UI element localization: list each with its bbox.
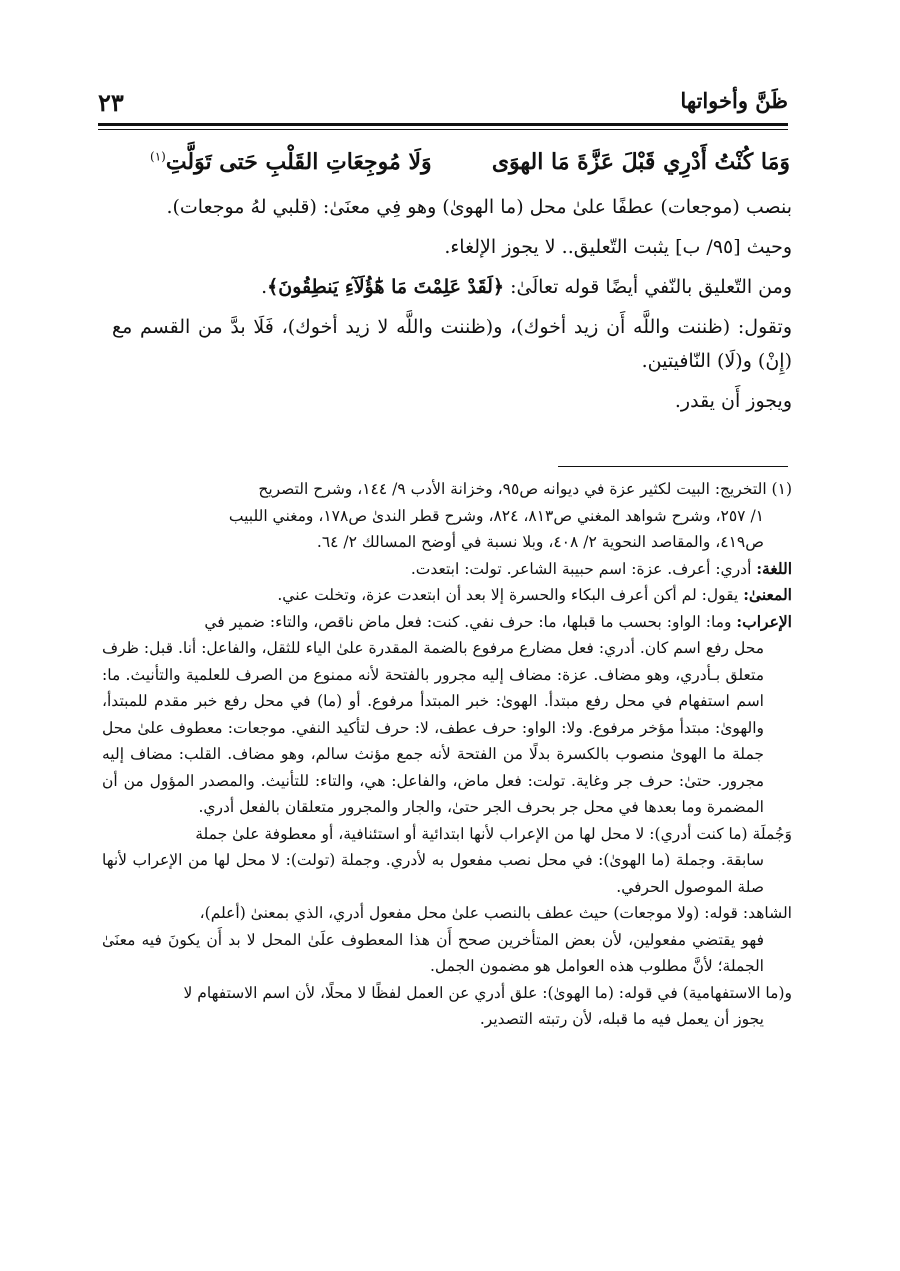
footnote-istifham: و(ما الاستفهامية) في قوله: (ما الهوىٰ): علق أدري عن العمل لفظًا لا محلًا، لأن اسم الاستفهام لا xyxy=(183,983,792,1002)
page-header xyxy=(98,82,788,122)
footnote-lugha: اللغة: أدري: أعرف. عزة: اسم حبيبة الشاعر. تولت: ابتعدت. xyxy=(410,558,792,578)
footnote-jumla-body: سابقة. وجملة (ما الهوىٰ): في محل نصب مفعول به لأدري. وجملة (تولت): لا محل لها من الإعراب لأنها صلة الموصول الحرفي. xyxy=(102,851,764,896)
footnotes xyxy=(102,476,792,1033)
paragraph-example: وتقول: (ظننت واللَّه أَن زيد أخوك)، و(ظننت واللَّه لا زيد أخوك)، فَلَا بدَّ من القسم مع (إِنْ) و(لَا) النّافيتين. xyxy=(112,316,792,372)
footnote-takhrij-2: ١/ ٢٥٧، وشرح شواهد المغني ص٨١٣، ٨٢٤، وشرح قطر الندىٰ ص١٧٨، ومغني اللبيب xyxy=(228,506,764,525)
paragraph-taqdir: ويجوز أَن يقدر. xyxy=(674,390,792,412)
footnote-takhrij-3: ص٤١٩، والمقاصد النحوية ٢/ ٤٠٨، وبلا نسبة في أوضح المسالك ٢/ ٦٤. xyxy=(316,533,764,551)
quran-verse: ﴿لَقَدْ عَلِمْتَ مَا هَٰٓؤُلَآءِ يَنطِقُونَ﴾ xyxy=(267,276,505,298)
paragraph-nasb: بنصب (موجعات) عطفًا علىٰ محل (ما الهوىٰ) وهو فِي معنَىٰ: (قلبي لهُ موجعات). xyxy=(166,196,792,218)
paragraph-talig: وحيث [٩٥/ ب] يثبت التّعليق.. لا يجوز الإلغاء. xyxy=(444,236,792,258)
running-title: ظَنَّ وأخواتها xyxy=(680,88,788,113)
footnote-istifham-body: يجوز أن يعمل فيه ما قبله، لأن رتبته التصدير. xyxy=(479,1010,764,1028)
footnote-shahid: الشاهد: قوله: (ولا موجعات) حيث عطف بالنصب علىٰ محل مفعول أدري، الذي بمعنىٰ (أعلم)، xyxy=(199,904,792,922)
footnote-shahid-body: فهو يقتضي مفعولين، لأن بعض المتأخرين صحح أَن هذا المعطوف علَىٰ المحل لا بد أَن يكونَ فيه معنَىٰ الجملة؛ لأنَّ مطلوب هذه العوامل هو مضمون الجمل. xyxy=(102,930,764,975)
footnote-irab-body: محل رفع اسم كان. أدري: فعل مضارع مرفوع بالضمة المقدرة علىٰ الياء للثقل، والفاعل: أنا. قبل: ظرف متعلق بـأدري، وهو مضاف. عزة: مضاف إليه مجرور بالفتحة لأنه ممنوع من الصرف للعلمية والتأنيث. ما: اسم استفهام في محل رفع مبتدأ. الهوىٰ: خبر المبتدأ مرفوع. أو (ما) في محل رفع خبر مقدم للمبتدأ، والهوىٰ: مبتدأ مؤخر مرفوع. ولا: الواو: حرف عطف، لا: حرف لتأكيد النفي. موجعات: معطوف علىٰ محل جملة ما الهوىٰ منصوب بالكسرة بدلًا من الفتحة لأنه جمع مؤنث سالم، وهو مضاف. القلب: مضاف إليه مجرور. حتىٰ: حرف جر وغاية. تولت: فعل ماض، والفاعل: هي، والتاء: للتأنيث. والمصدر المؤول من أن المضمرة وما بعدها في محل جر بحرف الجر حتىٰ، والجار والمجرور متعلقان بالفعل أدري. xyxy=(102,639,764,816)
footnote-irab: الإعراب: وما: الواو: بحسب ما قبلها، ما: حرف نفي. كنت: فعل ماض ناقص، والتاء: ضمير في xyxy=(204,611,792,631)
paragraph-nafy: ومن التّعليق بالنّفي أيضًا قوله تعالَىٰ: ﴿لَقَدْ عَلِمْتَ مَا هَٰٓؤُلَآءِ يَنطِقُونَ﴾. xyxy=(261,276,792,298)
footnote-maana: المعنىٰ: يقول: لم أكن أعرف البكاء والحسرة إلا بعد أن ابتعدت عزة، وتخلت عني. xyxy=(277,585,792,604)
verse-second-hemistich: وَلَا مُوجِعَاتِ القَلْبِ حَتى تَوَلَّتِ$^{(١)}$ xyxy=(150,149,432,175)
footnote-marker[interactable]: (١) xyxy=(150,149,166,164)
verse-first-hemistich: وَمَا كُنْتُ أَدْرِي قَبْلَ عَزَّةَ مَا الهوَى xyxy=(491,149,790,175)
header-rule-thin xyxy=(98,129,788,130)
footnote-takhrij-1: (١) التخريج: البيت لكثير عزة في ديوانه ص٩٥، وخزانة الأدب ٩/ ١٤٤، وشرح التصريح xyxy=(258,480,792,498)
page-number: ٢٣ xyxy=(98,88,124,117)
footnote-separator xyxy=(558,466,788,467)
poetry-verse xyxy=(150,142,790,182)
main-text xyxy=(112,190,792,424)
footnote-jumla: وَجُملَة (ما كنت أدري): لا محل لها من الإعراب لأنها ابتدائية أو استئنافية، أو معطوفة علىٰ جملة xyxy=(195,824,792,843)
header-rule-thick xyxy=(98,123,788,126)
